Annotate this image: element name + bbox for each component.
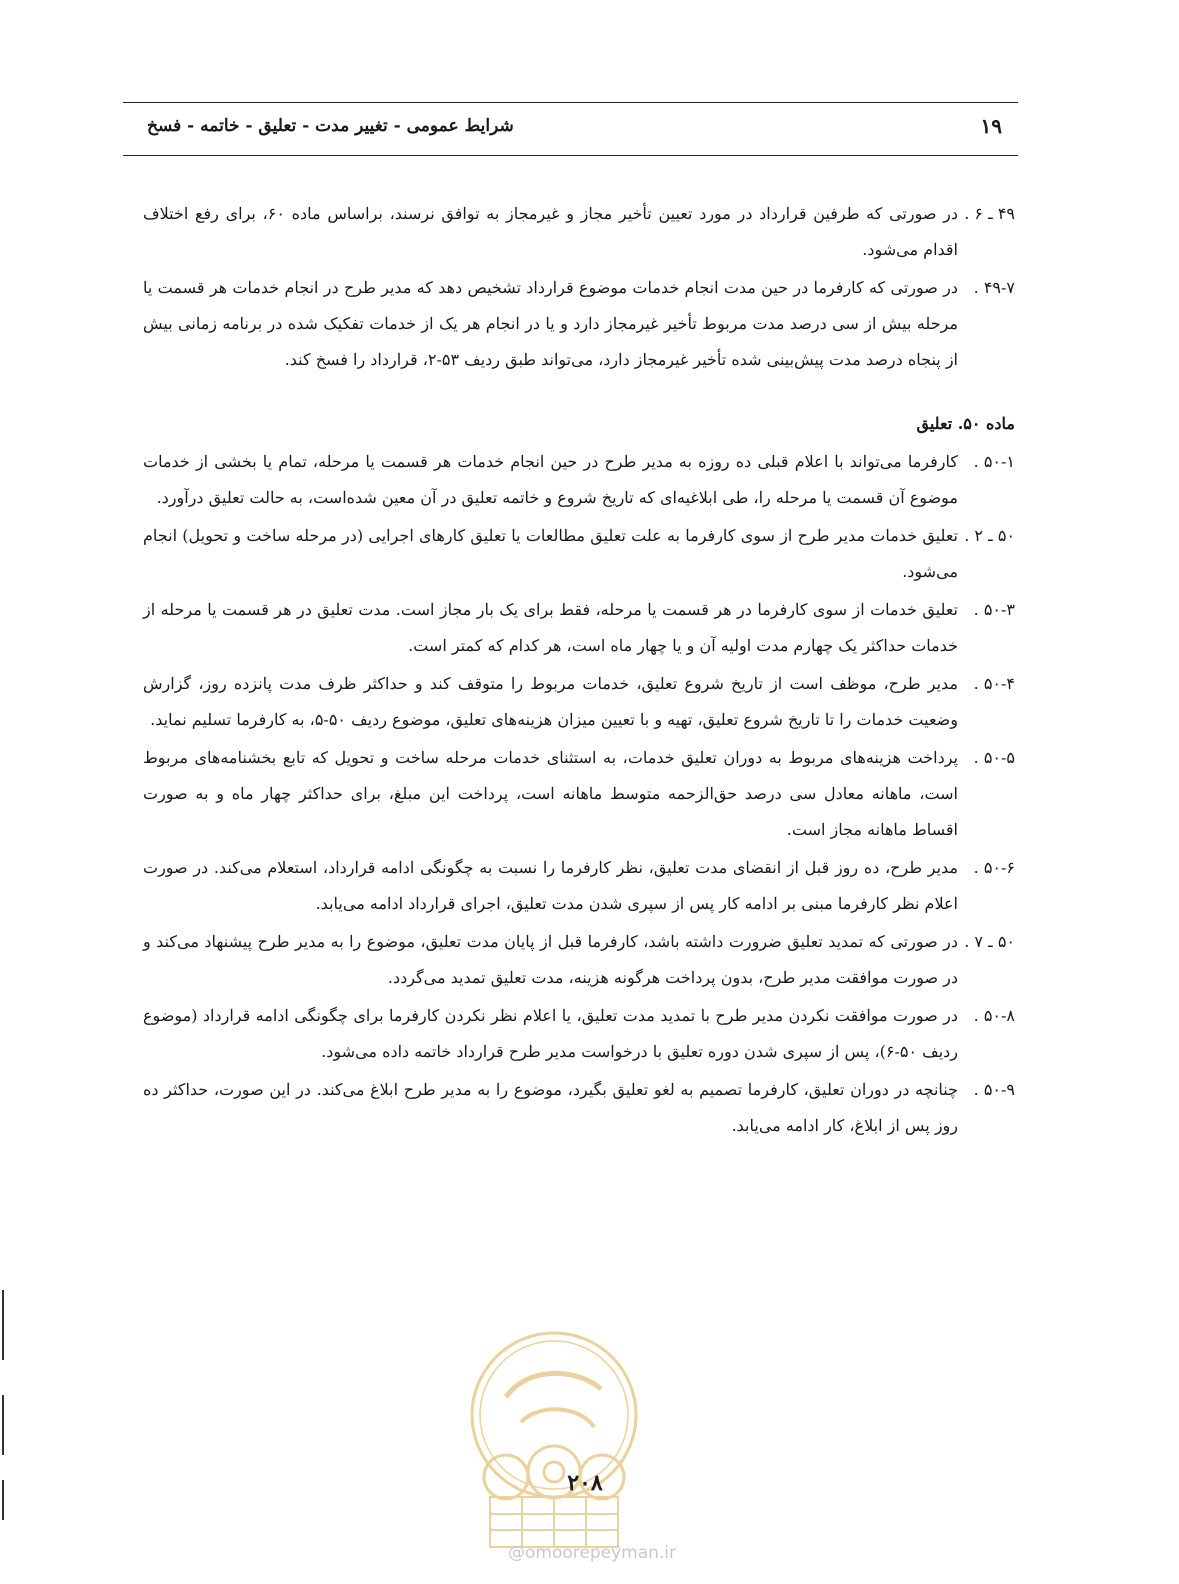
header-title: شرایط عمومی - تغییر مدت - تعلیق - خاتمه - فسخ [147, 116, 514, 136]
clause-text: چنانچه در دوران تعلیق، کارفرما تصمیم به لغو تعلیق بگیرد، موضوع را به مدیر طرح ابلاغ می‌کند. در این صورت، حداکثر ده روز پس از ابلاغ، کار ادامه می‌یابد. [143, 1080, 958, 1135]
clause-text: تعلیق خدمات مدیر طرح از سوی کارفرما به علت تعلیق مطالعات یا تعلیق کارهای اجرایی (در مرحله ساخت و تحویل) انجام می‌شود. [143, 526, 958, 581]
clause-text: در صورتی که کارفرما در حین مدت انجام خدمات موضوع قرارداد تشخیص دهد که مدیر طرح در انجام خدمات هر قسمت یا مرحله بیش از سی درصد مدت مربوط تأخیر غیرمجاز دارد و یا در انجام هر یک از خدمات تفکیک شده در برنامه زمانی بیش از پنجاه درصد مدت پیش‌بینی شده تأخیر غیرمجاز دارد، می‌تواند طبق ردیف ۵۳-۲، قرارداد را فسخ کند. [143, 278, 959, 369]
clause-50-3 [143, 592, 1015, 664]
clause-number: ۵۰-۶ . [973, 858, 1015, 877]
document-body [143, 196, 1015, 1146]
clause-text: پرداخت هزینه‌های مربوط به دوران تعلیق خدمات، به استثنای خدمات مرحله ساخت و تحویل که تابع بخشنامه‌های مربوط است، ماهانه معادل سی درصد حق‌الزحمه متوسط ماهانه است، پرداخت این مبلغ، برای حداکثر چهار ماه و به صورت اقساط ماهانه مجاز است. [143, 748, 959, 839]
clause-text: کارفرما می‌تواند با اعلام قبلی ده روزه به مدیر طرح در حین انجام خدمات هر قسمت یا مرحله، تمام یا بخشی از خدمات موضوع آن قسمت یا مرحله را، طی ابلاغیه‌ای که تاریخ شروع و خاتمه تعلیق در آن معین شده‌است، به حالت تعلیق درآورد. [143, 452, 959, 507]
clause-text: در صورت موافقت نکردن مدیر طرح با تمدید مدت تعلیق، یا اعلام نظر نکردن کارفرما برای چگونگی ادامه قرارداد (موضوع ردیف ۵۰-۶)، پس از سپری شدن دوره تعلیق با درخواست مدیر طرح قرارداد خاتمه داده می‌شود. [143, 1006, 958, 1061]
section-title: ماده ۵۰. تعلیق [916, 414, 1015, 433]
clause-50-5 [143, 740, 1015, 848]
clause-text: در صورتی که طرفین قرارداد در مورد تعیین تأخیر مجاز و غیرمجاز به توافق نرسند، براساس ماده ۶۰، برای رفع اختلاف اقدام می‌شود. [143, 204, 958, 259]
clause-50-7 [143, 924, 1015, 996]
clause-number: ۴۹ ـ ۶ . [964, 204, 1015, 223]
running-header [123, 102, 1018, 156]
watermark-url: @omoorepeyman.ir [507, 1543, 677, 1563]
clause-number: ۴۹-۷ . [973, 278, 1015, 297]
clause-50-4 [143, 666, 1015, 738]
clause-text: مدیر طرح، موظف است از تاریخ شروع تعلیق، خدمات مربوط را متوقف کند و حداکثر ظرف مدت پانزده روز، گزارش وضعیت خدمات را تا تاریخ شروع تعلیق، تهیه و با تعیین میزان هزینه‌های تعلیق، موضوع ردیف ۵۰-۵، به کارفرما تسلیم نماید. [143, 674, 958, 729]
header-page-number: ۱۹ [980, 114, 1002, 138]
omoore-peyman-seal-icon [466, 1327, 642, 1557]
clause-number: ۵۰-۱ . [973, 452, 1015, 471]
clause-number: ۵۰-۴ . [973, 674, 1015, 693]
footer-page-number: ۲۰۸ [567, 1470, 603, 1496]
clause-number: ۵۰-۸ . [973, 1006, 1015, 1025]
clause-50-1 [143, 444, 1015, 516]
clause-50-2 [143, 518, 1015, 590]
scan-edge-mark [2, 1290, 4, 1360]
clause-50-8 [143, 998, 1015, 1070]
scan-edge-mark [2, 1480, 4, 1520]
clause-number: ۵۰ ـ ۷ . [964, 932, 1015, 951]
clause-number: ۵۰-۳ . [973, 600, 1015, 619]
clause-text: مدیر طرح، ده روز قبل از انقضای مدت تعلیق، نظر کارفرما را نسبت به چگونگی ادامه قرارداد، استعلام می‌کند. در صورت اعلام نظر کارفرما مبنی بر ادامه کار پس از سپری شدن مدت تعلیق، اجرای قرارداد ادامه می‌یابد. [143, 858, 958, 913]
clause-49-7 [143, 270, 1015, 378]
clause-number: ۵۰ ـ ۲ . [964, 526, 1015, 545]
clause-50-9 [143, 1072, 1015, 1144]
clause-number: ۵۰-۹ . [973, 1080, 1015, 1099]
clause-text: تعلیق خدمات از سوی کارفرما در هر قسمت یا مرحله، فقط برای یک بار مجاز است. مدت تعلیق در هر قسمت یا مرحله از خدمات حداکثر یک چهارم مدت اولیه آن و یا چهار ماه است، هر کدام که کمتر است. [143, 600, 958, 655]
clause-number: ۵۰-۵ . [973, 748, 1015, 767]
clause-text: در صورتی که تمدید تعلیق ضرورت داشته باشد، کارفرما قبل از پایان مدت تعلیق، موضوع را به مدیر طرح پیشنهاد می‌کند و در صورت موافقت مدیر طرح، بدون پرداخت هرگونه هزینه، مدت تعلیق تمدید می‌گردد. [143, 932, 958, 987]
clause-50-6 [143, 850, 1015, 922]
scan-edge-mark [2, 1395, 4, 1455]
clause-49-6 [143, 196, 1015, 268]
